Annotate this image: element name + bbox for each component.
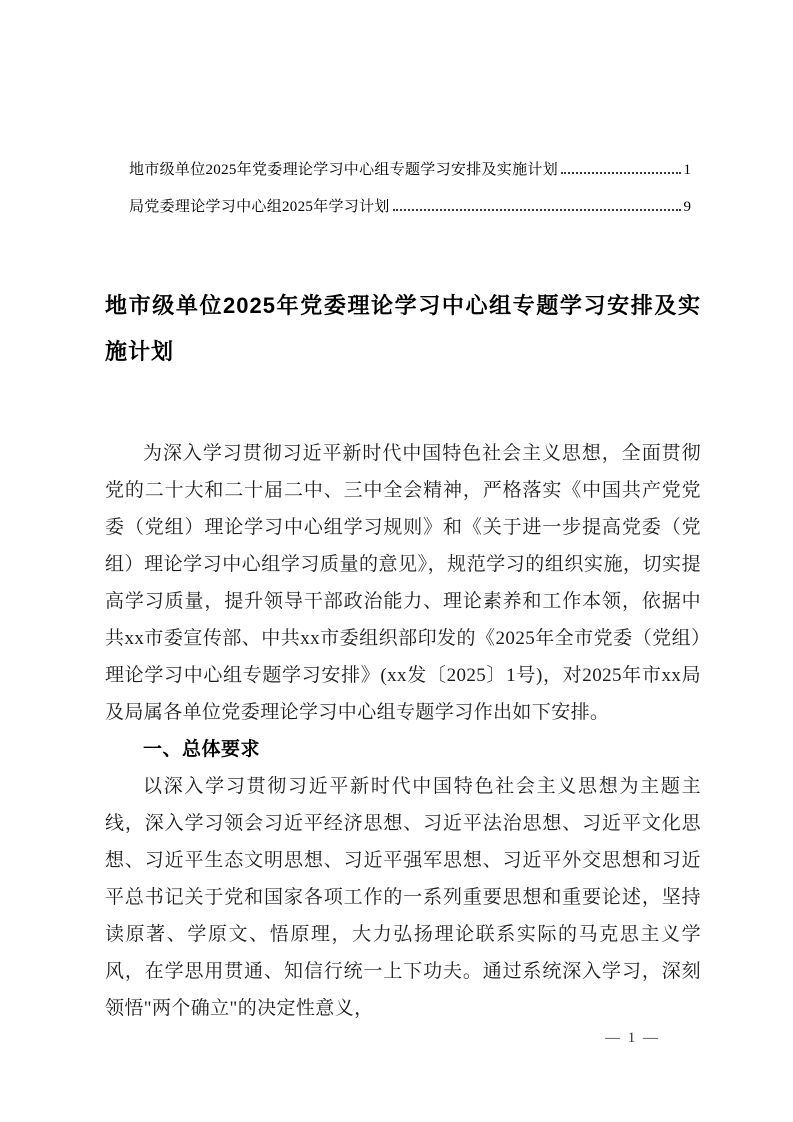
body-paragraph: 为深入学习贯彻习近平新时代中国特色社会主义思想，全面贯彻党的二十大和二十届二中、三中全会精神，严格落实《中国共产党党委（党组）理论学习中心组学习规则》和《关于进一步提高党委（党组）理论学习中心组学习质量的意见》，规范学习的组织实施，切实提高学习质量，提升领导干部政治能力、理论素养和工作本领，依据中共xx市委宣传部、中共xx市委组织部印发的《2025年全市党委（党组）理论学习中心组专题学习安排》(xx发〔2025〕1号)，对2025年市xx局及局属各单位党委理论学习中心组专题学习作出如下安排。 [105,443,701,723]
section-heading: 一、总体要求 [143,739,261,760]
article-body [105,435,701,1027]
toc-entry-title: 局党委理论学习中心组2025年学习计划 [129,199,390,215]
toc-entry[interactable] [129,158,691,195]
page-number: — 1 — [605,1030,660,1046]
toc-page-number: 9 [683,199,691,215]
toc-entry[interactable] [129,195,691,232]
page-footer [605,1030,660,1047]
article [105,283,701,1027]
toc [129,158,691,232]
toc-page-number: 1 [683,162,691,178]
toc-entry-title: 地市级单位2025年党委理论学习中心组专题学习安排及实施计划 [129,162,559,178]
document-title: 地市级单位2025年党委理论学习中心组专题学习安排及实施计划 [105,293,701,364]
body-paragraph: 以深入学习贯彻习近平新时代中国特色社会主义思想为主题主线，深入学习领会习近平经济思想、习近平法治思想、习近平文化思想、习近平生态文明思想、习近平强军思想、习近平外交思想和习近平总书记关于党和国家各项工作的一系列重要思想和重要论述，坚持读原著、学原文、悟原理，大力弘扬理论联系实际的马克思主义学风，在学思用贯通、知信行统一上下功夫。通过系统深入学习，深刻领悟"两个确立"的决定性意义， [105,776,701,1019]
toc-leader-dots [393,209,681,211]
toc-leader-dots [561,172,680,174]
